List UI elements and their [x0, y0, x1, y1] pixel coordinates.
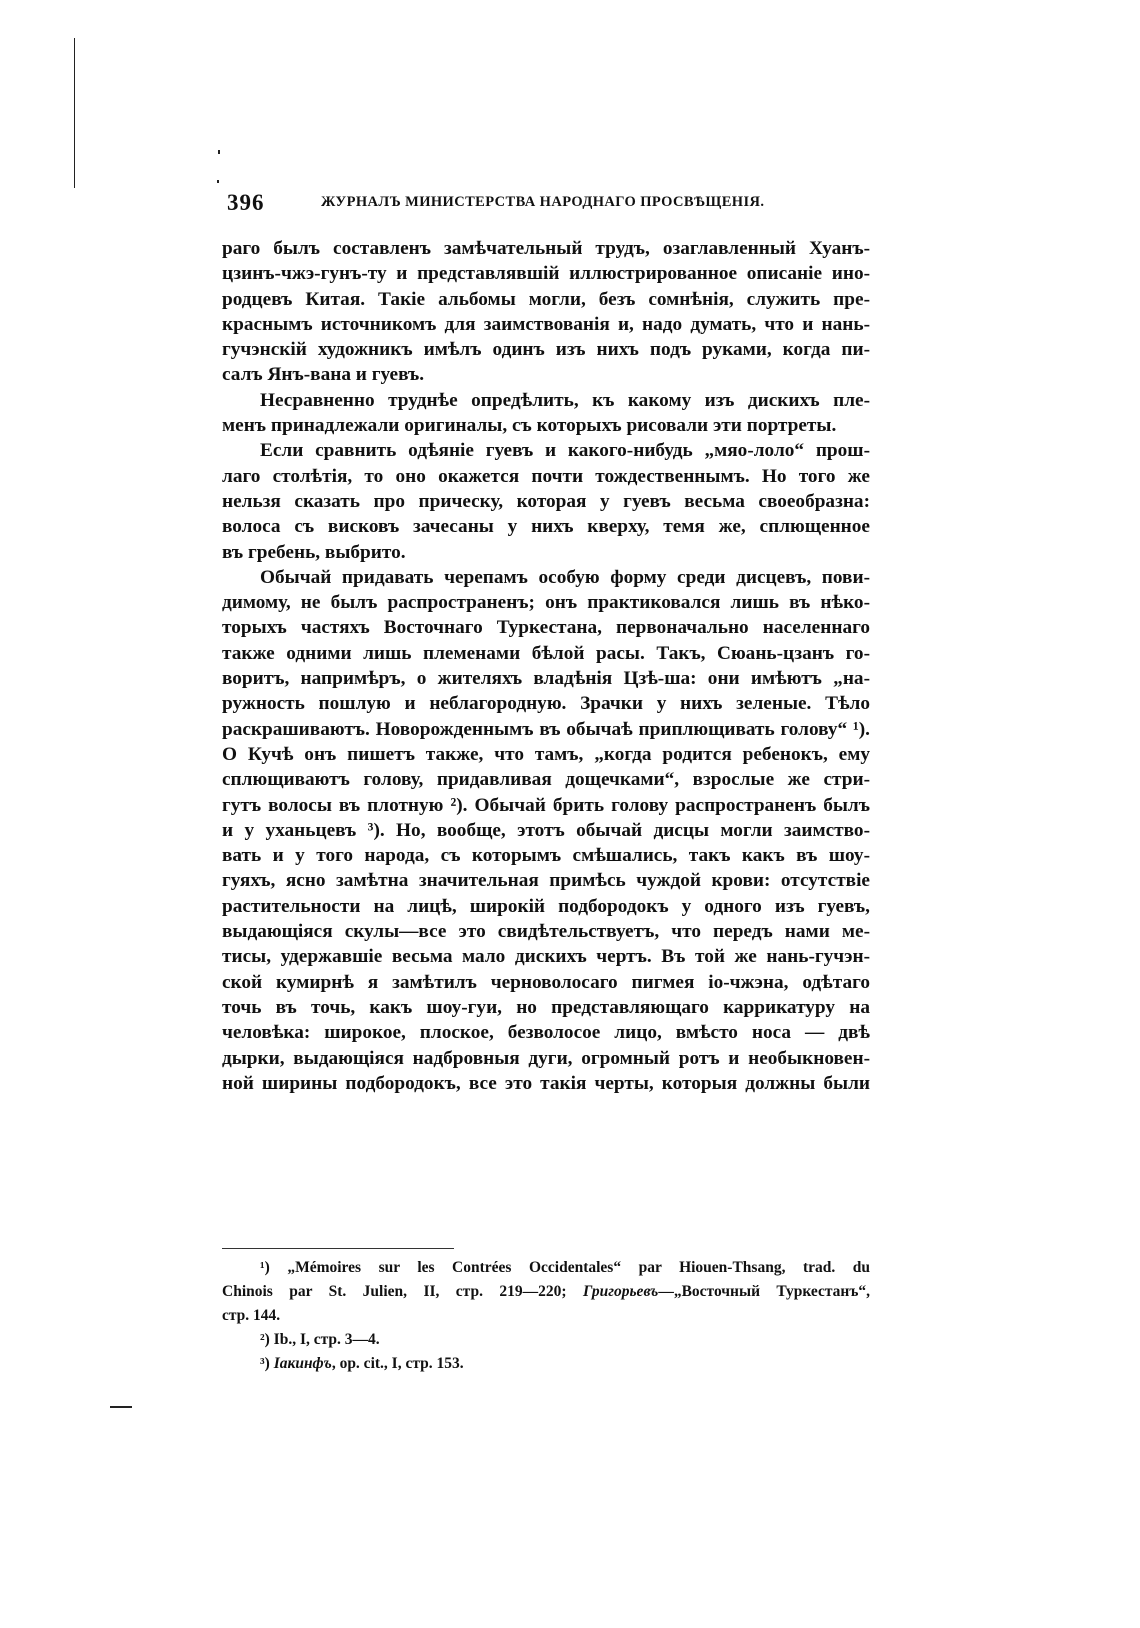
text-line: сплющиваютъ голову, придавливая дощечками“, взрослые же стри- [222, 769, 870, 791]
text-line: человѣка: широкое, плоское, безволосое лицо, вмѣсто носа — двѣ [222, 1022, 870, 1044]
text-line: Если сравнить одѣяніе гуевъ и какого-нибудь „мяо-лоло“ прош- [260, 440, 870, 462]
text-line: и у уханьцевъ ³). Но, вообще, этотъ обычай дисцы могли заимство- [222, 819, 870, 841]
page-number: 396 [227, 190, 265, 215]
scan-margin-dash [110, 1406, 132, 1408]
text-line: цзинъ-чжэ-гунъ-ту и представлявшій иллюстрированное описаніе ино- [222, 263, 870, 285]
footnote-1-author: Григорьевъ [582, 1283, 659, 1300]
text-line: растительности на лицѣ, широкій подбородокъ у одного изъ гуевъ, [222, 895, 870, 917]
text-line: тисы, удержавшіе весьма мало дискихъ чертъ. Въ той же нань-гучэн- [222, 946, 870, 968]
footnote-1-text: Chinois par St. Julien, II, стр. 219—220; [222, 1283, 583, 1300]
text-line: выдающіяся скулы—все это свидѣтельствуетъ, что передъ нами ме- [222, 921, 870, 943]
text-line: О Кучѣ онъ пишетъ также, что тамъ, „когда родится ребенокъ, ему [222, 743, 870, 765]
text-line: Несравненно труднѣе опредѣлить, къ какому изъ дискихъ пле- [260, 389, 870, 411]
text-line: раго былъ составленъ замѣчательный трудъ, озаглавленный Хуанъ- [222, 238, 870, 259]
text-line: въ гребень, выбрито. [222, 541, 406, 563]
text-line: также одними лишь племенами бѣлой расы. Такъ, Сюань-цзанъ го- [222, 642, 870, 664]
running-header [227, 190, 869, 218]
text-line: ской кумирнѣ я замѣтилъ черноволосаго пигмея іо-чжэна, одѣтаго [222, 971, 870, 993]
text-line: нельзя сказать про прическу, которая у гуевъ весьма своеобразна: [222, 490, 870, 512]
text-line: дырки, выдающіяся надбровныя дуги, огромный ротъ и необыкновен- [222, 1047, 870, 1069]
text-line: лаго столѣтія, то оно окажется почти тождественнымъ. Но того же [222, 465, 870, 487]
footnote-3-text: , op. cit., I, стр. 153. [331, 1355, 464, 1372]
footnote-1-line: стр. 144. [222, 1307, 281, 1324]
text-line: димому, не былъ распространенъ; онъ практиковался лишь въ нѣко- [222, 592, 870, 614]
text-line: точь въ точь, какъ шоу-гуи, но представляющаго каррикатуру на [222, 996, 870, 1018]
footnotes [222, 1256, 870, 1376]
text-line: гутъ волосы въ плотную ²). Обычай брить голову распространенъ былъ [222, 794, 870, 816]
body-text [222, 236, 870, 1096]
scan-margin-dot [217, 180, 219, 183]
text-line: раскрашиваютъ. Новорожденнымъ въ обычаѣ приплющивать голову“ ¹). [222, 718, 870, 740]
text-line: воритъ, напримѣръ, о жителяхъ владѣнія Цзѣ-ша: они имѣютъ „на- [222, 668, 870, 690]
text-line: ружность пошлую и неблагородную. Зрачки у нихъ зеленые. Тѣло [222, 693, 870, 715]
text-line: гучэнскій художникъ имѣлъ одинъ изъ нихъ подъ руками, когда пи- [222, 339, 870, 361]
footnote-1-title: —„Восточный Туркестанъ“, [658, 1283, 870, 1300]
text-line: волоса съ висковъ зачесаны у нихъ кверху, темя же, сплющенное [222, 516, 870, 538]
text-line: гуяхъ, ясно замѣтна значительная примѣсь чуждой крови: отсутствіе [222, 870, 870, 892]
scan-margin-line-top [74, 38, 75, 188]
footnote-divider [222, 1248, 454, 1249]
footnote-2: ²) Ib., I, стр. 3—4. [260, 1331, 380, 1348]
text-line: ной ширины подбородокъ, все это такія черты, которыя должны были [222, 1072, 870, 1094]
text-line: Обычай придавать черепамъ особую форму среди дисцевъ, пови- [260, 566, 870, 588]
running-title: ЖУРНАЛЪ МИНИСТЕРСТВА НАРОДНАГО ПРОСВѢЩЕНІЯ. [321, 194, 765, 210]
text-line: краснымъ источникомъ для заимствованія и, надо думать, что и нань- [222, 313, 870, 335]
footnote-3 [222, 1352, 870, 1376]
footnote-3-author: Іакинфъ [273, 1355, 332, 1372]
footnote-1-line: ¹) „Mémoires sur les Contrées Occidentales“ par Hiouen-Thsang, trad. du [260, 1259, 870, 1276]
text-line: салъ Янъ-вана и гуевъ. [222, 364, 425, 386]
footnote-1-line [222, 1280, 870, 1304]
text-line: родцевъ Китая. Такіе альбомы могли, безъ сомнѣнія, служить пре- [222, 288, 870, 310]
text-line: вать и у того народа, съ которымъ смѣшались, такъ какъ въ шоу- [222, 845, 870, 867]
footnote-3-marker: ³) [260, 1355, 274, 1372]
text-line: торыхъ частяхъ Восточнаго Туркестана, первоначально населеннаго [222, 617, 870, 639]
scan-margin-dot [218, 150, 220, 154]
text-line: менъ принадлежали оригиналы, съ которыхъ рисовали эти портреты. [222, 415, 837, 437]
